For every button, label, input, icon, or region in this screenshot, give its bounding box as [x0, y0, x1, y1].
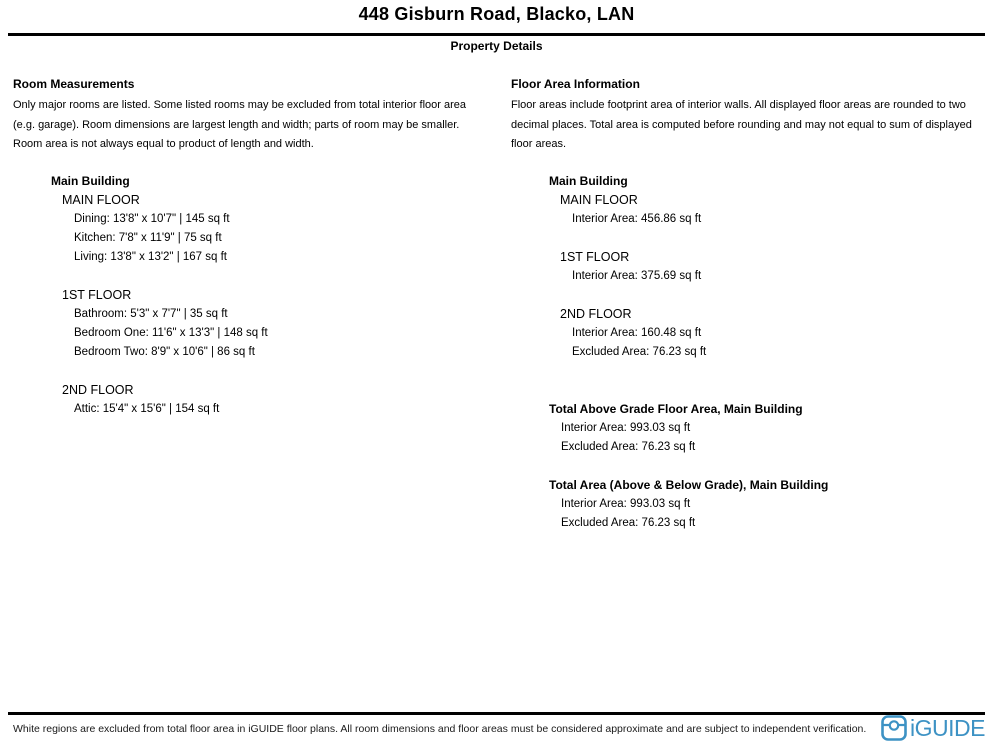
totals-section	[511, 400, 989, 533]
iguide-logo[interactable]	[881, 714, 985, 742]
floor-block-2nd-floor	[13, 381, 485, 419]
area-line: Excluded Area: 76.23 sq ft	[572, 345, 707, 358]
floor-block-1st-floor	[13, 286, 485, 362]
room-line: Attic: 15'4" x 15'6" | 154 sq ft	[74, 402, 220, 415]
room-line: Bathroom: 5'3" x 7'7" | 35 sq ft	[74, 307, 228, 320]
floor-name: 1ST FLOOR	[560, 249, 630, 264]
room-line: Bedroom Two: 8'9" x 10'6" | 86 sq ft	[74, 345, 255, 358]
iguide-camera-icon	[881, 715, 907, 741]
total-line: Excluded Area: 76.23 sq ft	[561, 516, 696, 529]
floor-block-main-floor	[13, 191, 485, 267]
area-line: Interior Area: 456.86 sq ft	[572, 212, 702, 225]
total-line: Excluded Area: 76.23 sq ft	[561, 440, 696, 453]
total-above-below-grade-block	[511, 476, 989, 533]
area-block-main-floor	[511, 191, 989, 229]
page-subtitle: Property Details	[450, 39, 543, 53]
iguide-logo-text: iGUIDE	[910, 714, 985, 741]
area-block-1st-floor	[511, 248, 989, 286]
building-name: Main Building	[51, 173, 130, 188]
floor-name: 2ND FLOOR	[560, 306, 632, 321]
total-above-grade-block	[511, 400, 989, 457]
footer-disclaimer: White regions are excluded from total floor area in iGUIDE floor plans. All room dimensions and floor areas must be considered approximate and are subject to independent verification.	[13, 723, 867, 735]
area-line: Interior Area: 160.48 sq ft	[572, 326, 702, 339]
floor-area-information-heading: Floor Area Information	[511, 77, 640, 91]
total-line: Interior Area: 993.03 sq ft	[561, 497, 691, 510]
building-name: Main Building	[549, 173, 628, 188]
room-line: Bedroom One: 11'6" x 13'3" | 148 sq ft	[74, 326, 268, 339]
floor-name: 2ND FLOOR	[62, 382, 134, 397]
room-measurements-section	[13, 77, 485, 438]
total-heading: Total Above Grade Floor Area, Main Building	[549, 401, 803, 416]
floor-name: MAIN FLOOR	[62, 192, 140, 207]
room-measurements-heading: Room Measurements	[13, 77, 135, 91]
header-divider	[8, 33, 985, 36]
room-measurements-description: Only major rooms are listed. Some listed rooms may be excluded from total interior floor area (e.g. garage). Room dimensions are largest length and width; parts of room may be smaller. Room area is not always equal to product of length and width.	[13, 99, 467, 150]
room-line: Living: 13'8" x 13'2" | 167 sq ft	[74, 250, 227, 263]
total-heading: Total Area (Above & Below Grade), Main Building	[549, 477, 829, 492]
area-block-2nd-floor	[511, 305, 989, 362]
floor-area-information-section	[511, 77, 989, 552]
room-line: Dining: 13'8" x 10'7" | 145 sq ft	[74, 212, 230, 225]
floor-area-information-description: Floor areas include footprint area of interior walls. All displayed floor areas are rounded to two decimal places. Total area is computed before rounding and may not equal to sum of displayed floor areas.	[511, 99, 972, 150]
page-title: 448 Gisburn Road, Blacko, LAN	[358, 4, 635, 24]
floor-name: 1ST FLOOR	[62, 287, 132, 302]
area-line: Interior Area: 375.69 sq ft	[572, 269, 702, 282]
footer-divider	[8, 712, 985, 715]
total-line: Interior Area: 993.03 sq ft	[561, 421, 691, 434]
floor-name: MAIN FLOOR	[560, 192, 638, 207]
room-line: Kitchen: 7'8" x 11'9" | 75 sq ft	[74, 231, 222, 244]
